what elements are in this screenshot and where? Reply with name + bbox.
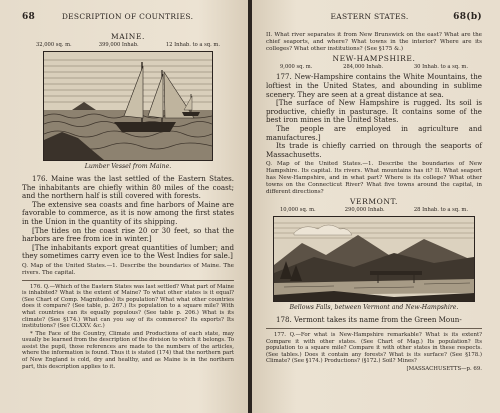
vt-body xyxy=(266,316,482,325)
right-running-title: EASTERN STATES. xyxy=(330,12,409,21)
vt-density: 28 Inhab. to a sq. m. xyxy=(413,207,468,214)
nh-title: NEW-HAMPSHIRE. xyxy=(332,54,416,64)
left-page xyxy=(0,0,248,413)
para-trade: Its trade is chiefly carried on through the seaports of Massachusetts. xyxy=(266,141,482,159)
para-surface: [The surface of New Hampshire is rugged. Its soil is productive, chiefly in pasturage. It contains some of the best iron mines in the United States. xyxy=(266,98,482,125)
vt-title: VERMONT. xyxy=(349,197,398,207)
nh-density: 30 Inhab. to a sq. m. xyxy=(413,64,468,71)
maine-cont-questions: II. What river separates it from New Brunswick on the east? What are the chief seaports, and where? What towns in the interior? Where are its colleges? What other institutions? (See §175 &.) xyxy=(266,32,482,52)
para-export: [The inhabitants export great quantities of lumber; and they sometimes carry even ice to the West Indies for sale.] xyxy=(22,242,234,261)
nh-inhab: 284,000 Inhab. xyxy=(343,64,384,71)
para-178: 178. Vermont takes its name from the Green Moun- xyxy=(276,315,462,325)
maine-body xyxy=(22,175,234,261)
right-page-number: 68(b) xyxy=(453,12,482,22)
vt-inhab: 290,000 Inhab. xyxy=(344,207,385,214)
left-footnote-note: * The Face of the Country, Climate and Productions of each state, may usually be learned from the description of the division to which it belongs. To assist the pupil, those references are made to the numbers of the articles, where the information is found. Thus it is stated (174) that the northern part of New England is cold, dry and healthy, and as Maine is in the northern part, this description applies to it. xyxy=(22,330,234,370)
vt-stats xyxy=(266,207,482,213)
left-page-number: 68 xyxy=(22,12,36,22)
maine-stats xyxy=(22,42,234,48)
right-footnotes xyxy=(266,332,482,373)
para-people: The people are employed in agriculture and manufactures.] xyxy=(266,123,482,142)
right-footnote-questions: 177. Q.—For what is New-Hampshire remarkable? What is its extent? Compare it with other states. (See Chart of Mag.) Its population? Its population to a square mile? Compare it with other states in these respects. (See tables.) Does it contain any forests? What is its surface? (See §178.) Climate? (See §174.) Productions? (§172.) Soil? Mines? xyxy=(266,331,482,365)
nh-stats xyxy=(266,64,482,70)
nh-area: 9,000 sq. m. xyxy=(280,64,313,71)
vt-caption: Bellows Falls, between Vermont and New-Hampshire. xyxy=(289,304,459,312)
nh-body xyxy=(266,73,482,159)
maine-caption: Lumber Vessel from Maine. xyxy=(84,163,172,170)
nh-question-line: Q. Map of the United States.—1. Describe the boundaries of New Hampshire. Its capital. Its rivers. What mountains has it? II. What seaport has New-Hampshire, and in what part? Where is its college? What other towns on the Connecticut River? What five towns around the capital, in different directions? xyxy=(266,161,482,195)
left-rule xyxy=(22,280,234,281)
para-coasts: The extensive sea coasts and fine harbors of Maine are favorable to commerce, as it is now among the first states in the Union in the quantity of its shipping. xyxy=(22,199,234,226)
maine-title: MAINE. xyxy=(110,32,146,41)
left-running-head xyxy=(22,12,234,22)
right-rule xyxy=(266,328,482,329)
left-footnote-questions: 176. Q.—Which of the Eastern States was last settled? What part of Maine is inhabited? What is the extent of Maine? To what other states is it equal? (See Chart of Comp. Magnitudes) Its population? What what other countries does it compare? (See table, p. 267.) Its population to a square mile? With what countries can its equally populous? (See table p. 206.) What is its climate? (See §174.) What can you say of its commerce? Its exports? Its institutions? (See CLXXV. &c.) xyxy=(22,283,234,330)
left-footnotes xyxy=(22,284,234,371)
right-page xyxy=(252,0,500,413)
catchword: [MASSACHUSETTS—p. 69. xyxy=(406,365,482,372)
para-177: 177. New-Hampshire contains the White Mountains, the loftiest in the United States, and abounding in sublime scenery. They are seen at a great distance at sea. xyxy=(266,72,482,99)
lumber-vessel-engraving xyxy=(43,51,213,161)
maine-inhab: 399,000 Inhab. xyxy=(98,42,139,48)
maine-area: 32,000 sq. m. xyxy=(36,42,72,48)
maine-question-line: Q. Map of the United States.—1. Describe the boundaries of Maine. The rivers. The capital. xyxy=(22,262,234,276)
maine-density: 12 Inhab. to a sq. m. xyxy=(165,42,220,48)
vt-area: 10,000 sq. m. xyxy=(280,207,316,214)
right-running-head xyxy=(266,12,482,22)
left-running-title: DESCRIPTION OF COUNTRIES. xyxy=(61,12,194,21)
para-176: 176. Maine was the last settled of the Eastern States. The inhabitants are chiefly within 80 miles of the coast; and the northern half is still covered with forests. xyxy=(22,174,234,201)
bellows-falls-engraving xyxy=(273,216,475,302)
para-tides: [The tides on the coast rise 20 or 30 feet, so that the harbors are free from ice in winter.] xyxy=(22,225,234,244)
